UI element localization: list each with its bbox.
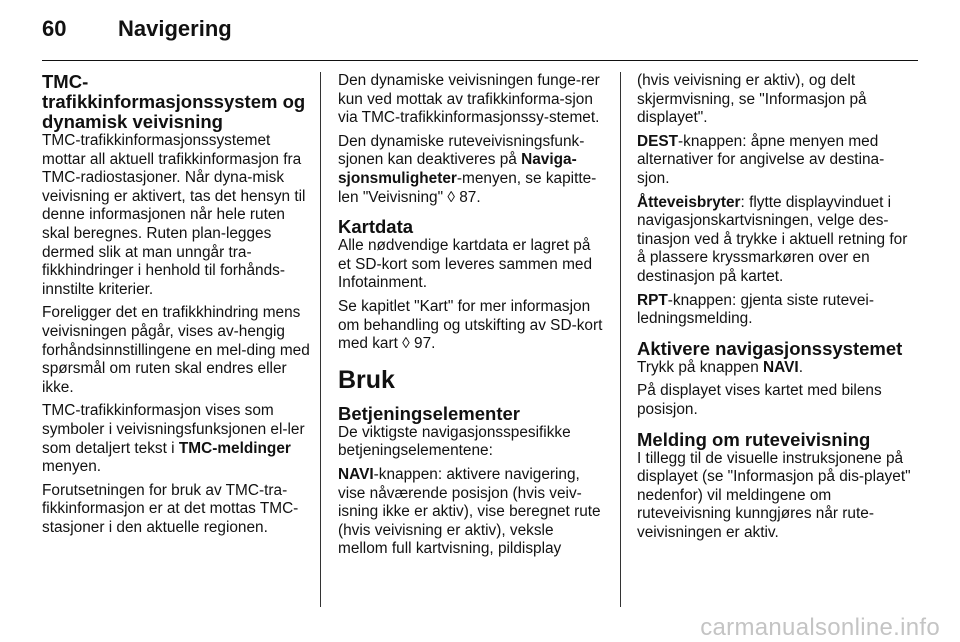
column-2 — [338, 72, 606, 564]
paragraph: Åtteveisbryter: flytte displayvinduet i navigasjonskartvisningen, velge des-tinasjon ved å trykke i aktuell retning for å plassere kryssmarkøren over en destinasjon på kartet. — [637, 193, 908, 285]
heading-betjeningselementer: Betjeningselementer — [338, 402, 520, 424]
page-section-title: Navigering — [118, 16, 232, 41]
button-term: RPT — [637, 291, 668, 309]
paragraph: TMC-trafikkinformasjonssystemet mottar all aktuell trafikkinformasjon fra TMC-radiostasjoner. Når dyna-misk veivisning er aktivert, tas det hensyn til denne informasjonen når hele ruten skal beregnes. Ruten plan-legges dermed slik at man unngår tra-fikkhindringer i henhold til forhånds-innstilte kriterier. — [42, 132, 306, 298]
paragraph: TMC-trafikkinformasjon vises som symboler i veivisningsfunksjonen el-ler som detaljert tekst i TMC-meldinger menyen. — [42, 402, 305, 476]
page-number: 60 — [42, 16, 67, 41]
paragraph: Se kapitlet "Kart" for mer informasjon om behandling og utskifting av SD-kort med kart ◊ 97. — [338, 297, 603, 353]
paragraph: Den dynamiske ruteveivisningsfunk-sjonen kan deaktiveres på Naviga-sjonsmuligheter-menyen, se kapitte-len "Veivisning" ◊ 87. — [338, 132, 597, 206]
heading-aktivere: Aktivere navigasjonssystemet — [637, 337, 903, 359]
column-3 — [637, 72, 915, 547]
paragraph: DEST-knappen: åpne menyen med alternativer for angivelse av destina-sjon. — [637, 132, 885, 187]
button-term: NAVI — [763, 358, 799, 376]
button-term: NAVI — [338, 465, 374, 483]
heading-bruk: Bruk — [338, 365, 395, 394]
column-divider — [320, 72, 321, 607]
paragraph: Trykk på knappen NAVI. — [637, 358, 803, 376]
paragraph: Forutsetningen for bruk av TMC-tra-fikkinformasjon er at det mottas TMC-stasjoner i den aktuelle regionen. — [42, 481, 299, 536]
paragraph: RPT-knappen: gjenta siste rutevei-ledningsmelding. — [637, 291, 874, 328]
paragraph: Foreligger det en trafikkhindring mens veivisningen pågår, vises av-hengig forhåndsinnstillingene en mel-ding med spørsmål om ruten skal endres eller ikke. — [42, 304, 310, 396]
paragraph: De viktigste navigasjonsspesifikke betjeningselementene: — [338, 423, 571, 460]
button-term: DEST — [637, 132, 679, 150]
paragraph: På displayet vises kartet med bilens posisjon. — [637, 382, 882, 418]
button-term: Åtteveisbryter — [637, 193, 741, 211]
header-rule — [42, 60, 918, 61]
paragraph: NAVI-knappen: aktivere navigering, vise nåværende posisjon (hvis veiv-isning ikke er aktiv), vise beregnet rute (hvis veivisning er aktiv), veksle mellom full kartvisning, pildisplay — [338, 465, 601, 558]
heading-melding: Melding om ruteveivisning — [637, 428, 871, 450]
heading-tmc: TMC-trafikkinformasjonssystem og dynamisk veivisning — [42, 71, 306, 132]
watermark: carmanualsonline.info — [700, 614, 940, 641]
paragraph: Alle nødvendige kartdata er lagret på et SD-kort som leveres sammen med Infotainment. — [338, 237, 593, 292]
menu-term: TMC-meldinger — [178, 439, 291, 457]
menu-term: Naviga-sjonsmuligheter — [338, 151, 577, 187]
paragraph: I tillegg til de visuelle instruksjonene på displayet (se "Informasjon på dis-playet" nedenfor) vil meldingene om ruteveivisning kunngjøres når rute-veivisningen er aktiv. — [637, 449, 911, 541]
page-header — [42, 16, 918, 50]
heading-kartdata: Kartdata — [338, 216, 414, 238]
paragraph: Den dynamiske veivisningen funge-rer kun ved mottak av trafikkinforma-sjon via TMC-trafikkinformasjonssy-stemet. — [338, 72, 600, 127]
column-1 — [42, 72, 310, 542]
column-divider — [620, 72, 621, 607]
paragraph: (hvis veivisning er aktiv), og delt skjermvisning, se "Informasjon på displayet". — [637, 72, 867, 127]
